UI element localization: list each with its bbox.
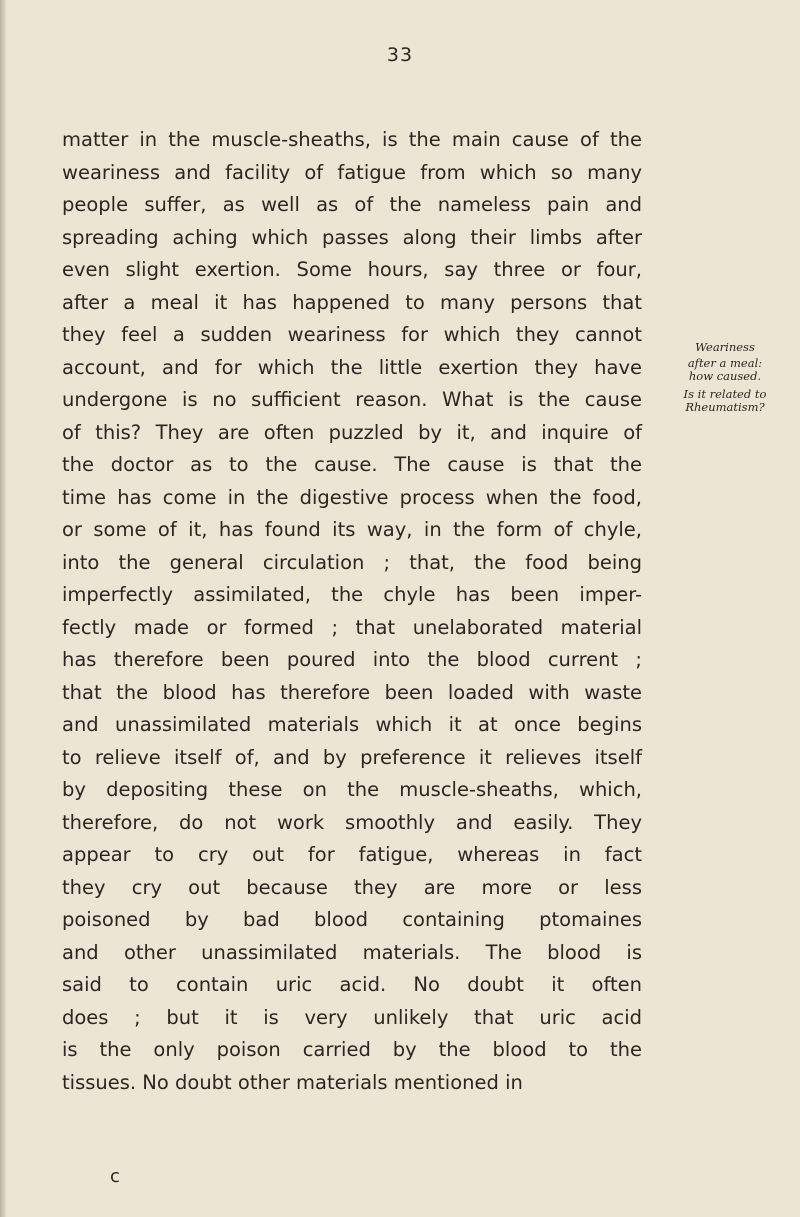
signature-mark: c	[110, 1166, 120, 1187]
text-line-9: undergone is no sufficient reason. What is the cause	[62, 388, 642, 411]
body-text	[62, 124, 642, 1099]
text-line-3: people suffer, as well as of the nameless pain and	[62, 193, 642, 216]
text-line-14: into the general circulation ; that, the food being	[62, 550, 642, 574]
text-line-21: by depositing these on the muscle-sheaths, which,	[62, 778, 642, 801]
text-line-24: they cry out because they are more or less	[62, 875, 642, 899]
text-line-5: even slight exertion. Some hours, say three or four,	[62, 258, 642, 281]
text-line-4: spreading aching which passes along their limbs after	[62, 225, 642, 249]
text-line-6: after a meal it has happened to many persons that	[62, 290, 642, 314]
text-line-22: therefore, do not work smoothly and easily. They	[62, 810, 642, 834]
page-binding-edge	[0, 0, 6, 1217]
text-line-20: to relieve itself of, and by preference it relieves itself	[62, 745, 642, 769]
text-line-26: and other unassimilated materials. The blood is	[62, 940, 642, 964]
margin-note-how-caused: how caused.	[688, 369, 762, 383]
text-line-12: time has come in the digestive process when the food,	[62, 485, 642, 509]
text-line-30: tissues. No doubt other materials mentioned in	[62, 1070, 523, 1094]
text-line-17: has therefore been poured into the blood current ;	[62, 648, 642, 671]
text-line-1: matter in the muscle-sheaths, is the main cause of the	[62, 128, 642, 151]
text-line-19: and unassimilated materials which it at once begins	[62, 713, 642, 736]
margin-note-heading: Weariness	[695, 340, 755, 354]
margin-note-related: Is it related to	[683, 387, 767, 401]
text-line-13: or some of it, has found its way, in the form of chyle,	[62, 518, 642, 541]
text-line-25: poisoned by bad blood containing ptomaines	[62, 908, 642, 931]
page-number: 33	[386, 44, 414, 66]
text-line-29: is the only poison carried by the blood to the	[62, 1038, 642, 1061]
margin-note-after-meal: after a meal:	[687, 356, 763, 370]
text-line-7: they feel a sudden weariness for which they cannot	[62, 323, 642, 346]
text-line-15: imperfectly assimilated, the chyle has been imper-	[62, 583, 642, 606]
text-line-11: the doctor as to the cause. The cause is that the	[62, 453, 642, 476]
margin-note-rheumatism: Rheumatism?	[685, 400, 765, 414]
text-line-10: of this? They are often puzzled by it, and inquire of	[62, 420, 642, 444]
text-line-2: weariness and facility of fatigue from which so many	[62, 160, 642, 184]
text-line-27: said to contain uric acid. No doubt it often	[62, 973, 642, 996]
text-line-23: appear to cry out for fatigue, whereas in fact	[62, 843, 642, 866]
text-line-8: account, and for which the little exertion they have	[62, 355, 642, 379]
text-line-28: does ; but it is very unlikely that uric acid	[62, 1005, 642, 1029]
text-line-18: that the blood has therefore been loaded with waste	[62, 680, 642, 704]
text-line-16: fectly made or formed ; that unelaborated material	[62, 615, 642, 639]
